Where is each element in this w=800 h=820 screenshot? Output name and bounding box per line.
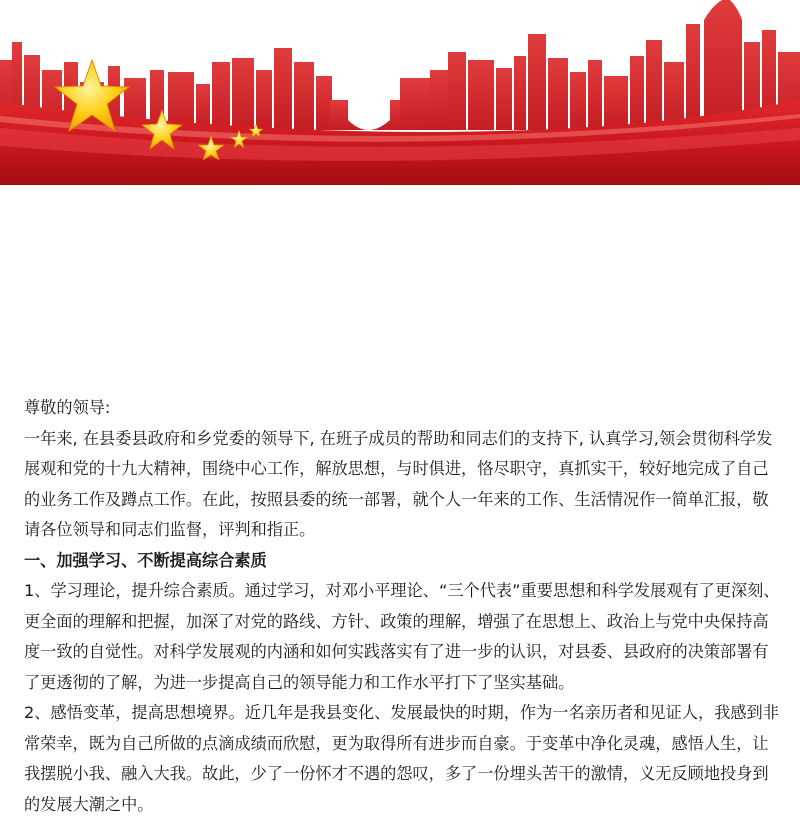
item-paragraph-1: 1、学习理论，提升综合素质。通过学习，对邓小平理论、“三个代表”重要思想和科学发展观有了更深刻、更全面的理解和把握，加深了对党的路线、方针、政策的理解，增强了在思想上、政治上与党中央保持高度一致的自觉性。对科学发展观的内涵和如何实践落实有了进一步的认识，对县委、县政府的决策部署有了更透彻的了解，为进一步提高自己的领导能力和工作水平打下了坚实基础。 (24, 581, 780, 692)
city-skyline (0, 0, 800, 130)
item-paragraph-2: 2、感悟变革，提高思想境界。近几年是我县变化、发展最快的时期，作为一名亲历者和见证人，我感到非常荣幸，既为自己所做的点滴成绩而欣慰，更为取得所有进步而自豪。于变革中净化灵魂，感悟人生，让我摆脱小我、融入大我。故此，少了一份怀才不遇的怨叹，多了一份埋头苦干的激情，义无反顾地投身到的发展大潮之中。 (24, 703, 779, 814)
intro-paragraph: 一年来, 在县委县政府和乡党委的领导下, 在班子成员的帮助和同志们的支持下, 认真学习,领会贯彻科学发展观和党的十九大精神，围绕中心工作，解放思想，与时俱进，恪尽职守，真抓实干，较好地完成了自己的业务工作及蹲点工作。在此，按照县委的统一部署，就个人一年来的工作、生活情况作一简单汇报，敬请各位领导和同志们监督，评判和指正。 (24, 428, 773, 539)
salutation: 尊敬的领导: (24, 398, 111, 417)
section-heading: 一、加强学习、不断提高综合素质 (24, 550, 267, 570)
letter-body (24, 393, 784, 820)
red-banner-skyline (0, 0, 800, 185)
